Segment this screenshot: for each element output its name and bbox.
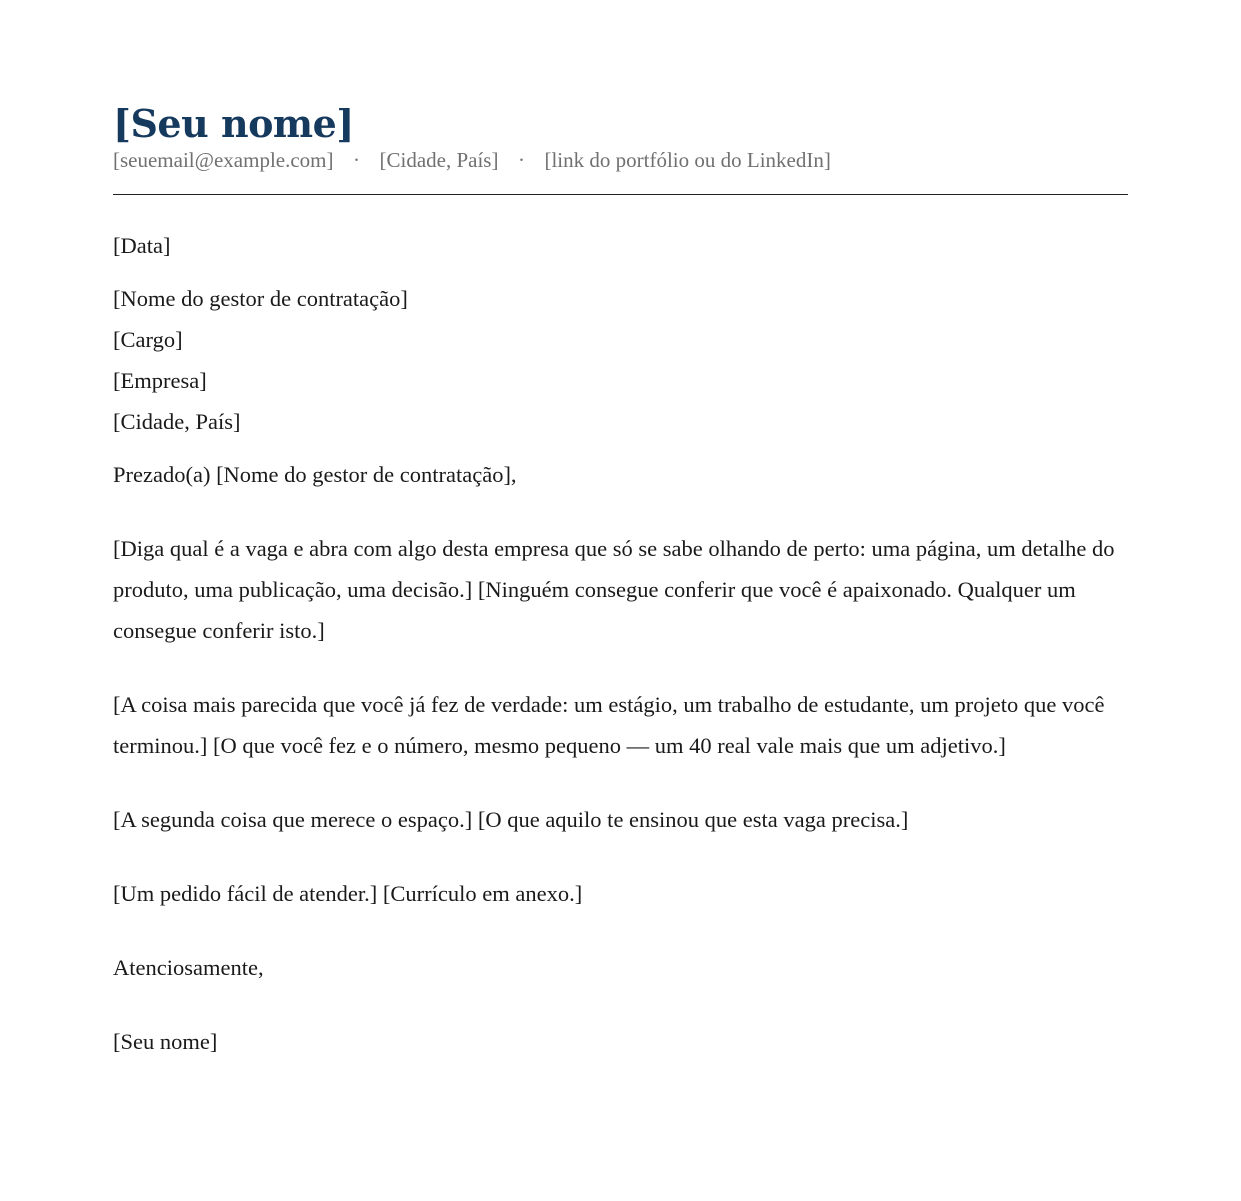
- sender-name: [Seu nome]: [113, 101, 354, 146]
- contact-email: [seuemail@example.com]: [113, 148, 334, 172]
- closing: Atenciosamente,: [113, 955, 264, 980]
- recipient-company: [Empresa]: [113, 368, 207, 393]
- recipient-name: [Nome do gestor de contratação]: [113, 286, 408, 311]
- letter-body: [113, 225, 1128, 1062]
- paragraph-second-point: [A segunda coisa que merece o espaço.] [O que aquilo te ensinou que esta vaga precisa.]: [113, 807, 909, 832]
- contact-separator: ·: [517, 148, 525, 172]
- contact-separator: ·: [353, 148, 360, 172]
- letter-page: [113, 100, 1128, 1054]
- header-divider: [113, 194, 1128, 195]
- recipient-title: [Cargo]: [113, 327, 183, 352]
- paragraph-experience: [A coisa mais parecida que você já fez de verdade: um estágio, um trabalho de estudante, um projeto que você terminou.] [O que você fez e o número, mesmo pequeno — um 40 real vale mais que um adjetivo.]: [113, 692, 1105, 758]
- recipient-location: [Cidade, País]: [113, 409, 241, 434]
- contact-line: [113, 148, 1128, 172]
- salutation: Prezado(a) [Nome do gestor de contratação],: [113, 462, 517, 487]
- paragraph-request: [Um pedido fácil de atender.] [Currículo em anexo.]: [113, 881, 583, 906]
- recipient-block: [113, 278, 1128, 442]
- letter-date: [Data]: [113, 233, 171, 258]
- contact-link: [link do portfólio ou do LinkedIn]: [544, 148, 831, 172]
- signature: [Seu nome]: [113, 1029, 218, 1054]
- contact-location: [Cidade, País]: [379, 148, 499, 172]
- paragraph-opening: [Diga qual é a vaga e abra com algo desta empresa que só se sabe olhando de perto: uma página, um detalhe do produto, uma publicação, uma decisão.] [Ninguém consegue conferir que você é apaixonado. Qualquer um consegue conferir isto.]: [113, 536, 1115, 643]
